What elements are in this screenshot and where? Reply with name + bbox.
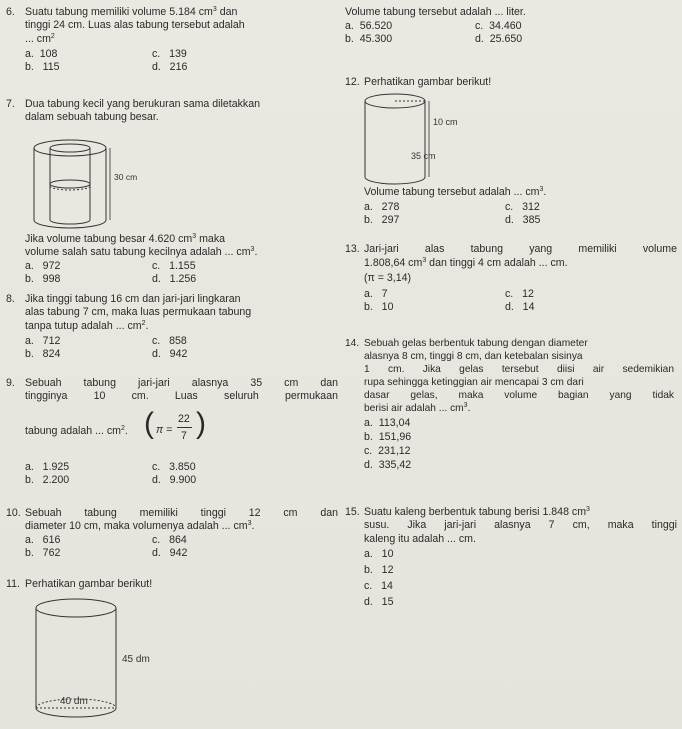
inner-top-ellipse-1 (50, 144, 90, 152)
option-a[interactable]: a. 712 (25, 335, 61, 347)
question-13: 13. Jari-jari alas tabung yang memiliki volume 1.808,64 $cm^3$ dan tinggi 4 cm adalah ... cm. (π = 3,14) a. 7 c. 12 b. 10 d. 14 (345, 243, 677, 313)
option-b[interactable]: b. 998 (25, 273, 61, 285)
option-a[interactable]: a. 1.925 (25, 461, 70, 473)
question-liter-answers: Volume tabung tersebut adalah ... liter. a. 56.520 c. 34.460 b. 45.300 d. 25.650 (345, 6, 526, 45)
height-label: 45 dm (122, 654, 150, 665)
option-d[interactable]: d. 15 (364, 596, 394, 608)
option-d[interactable]: d. 216 (152, 61, 188, 73)
fraction-bar (177, 427, 192, 428)
question-14: 14. Sebuah gelas berbentuk tabung dengan diameter alasnya 8 cm, tinggi 8 cm, dan ketebalan sisinya 1 cm. Jika gelas tersebut diisi air sedemikian rupa sehingga ketinggian air mencapai 3 cm dari dasar gelas, maka volume bagian yang tidak berisi air adalah ... $cm^3$. a. 113,04 b. 151,96 c. 231,12 d. 335,42 (345, 338, 674, 471)
question-number: 7. (6, 98, 15, 110)
inner-top-ellipse-2 (50, 180, 90, 188)
question-15: 15. Suatu kaleng berbentuk tabung berisi 1.848 $cm^3$ susu. Jika jari-jari alasnya 7 cm, maka tinggi kaleng itu adalah ... cm. a. 10 b. 12 c. 14 d. 15 (345, 506, 677, 608)
question-number: 11. (6, 578, 20, 590)
question-9: 9. Sebuah tabung jari-jari alasnya 35 cm dan tingginya 10 cm. Luas seluruh permukaan tabung adalah ... $cm^2$. ( π = 22 7 ) a. 1.925 c. 3.850 b. 2.200 d. 9.900 (6, 377, 338, 486)
option-a[interactable]: a. 616 (25, 534, 61, 546)
outer-top-ellipse (34, 140, 106, 156)
option-c[interactable]: c. 1.155 (152, 260, 196, 272)
option-d[interactable]: d. 942 (152, 547, 188, 559)
option-a[interactable]: a. 113,04 (364, 417, 411, 429)
question-8: 8. Jika tinggi tabung 16 cm dan jari-jari lingkaran alas tabung 7 cm, maka luas permukaan tabung tanpa tutup adalah ... $cm^2$. a. 712 c. 858 b. 824 d. 942 (6, 293, 252, 360)
question-10: 10. Sebuah tabung memiliki tinggi 12 cm dan diameter 10 cm, maka volumenya adalah ... $cm^3$. a. 616 c. 864 b. 762 d. 942 (6, 507, 338, 559)
option-b[interactable]: b. 2.200 (25, 474, 70, 486)
option-a[interactable]: a. 7 (364, 288, 388, 300)
option-d[interactable]: d. 1.256 (152, 273, 197, 285)
option-a[interactable]: a. 972 (25, 260, 61, 272)
question-11: 11. Perhatikan gambar berikut! 45 dm 40 dm (6, 578, 342, 729)
option-c[interactable]: c. 858 (152, 335, 187, 347)
question-number: 10. (6, 507, 21, 519)
option-c[interactable]: c. 12 (505, 288, 534, 300)
option-a[interactable]: a. 56.520 (345, 20, 393, 32)
question-number: 15. (345, 506, 360, 518)
q6-text: tinggi 24 cm. Luas alas tabung tersebut adalah (25, 19, 245, 31)
question-12: 12. Perhatikan gambar berikut! 10 cm 35 cm Volume tabung tersebut adalah ... $cm^3$. a. 278 c. 312 b. 297 d. 385 (345, 76, 547, 226)
top-label: 10 cm (433, 117, 458, 127)
question-number: 9. (6, 377, 15, 389)
option-a[interactable]: a. 108 (25, 48, 58, 60)
option-b[interactable]: b. 12 (364, 564, 394, 576)
option-b[interactable]: b. 10 (364, 301, 394, 313)
option-c[interactable]: c. 231,12 (364, 445, 411, 457)
option-b[interactable]: b. 45.300 (345, 33, 393, 45)
option-d[interactable]: d. 25.650 (475, 33, 523, 45)
option-b[interactable]: b. 297 (364, 214, 400, 226)
option-a[interactable]: a. 10 (364, 548, 394, 560)
q6-text: Suatu tabung memiliki volume 5.184 cm (25, 6, 213, 18)
option-d[interactable]: d. 14 (505, 301, 535, 313)
top-ellipse (36, 599, 116, 617)
option-d[interactable]: d. 942 (152, 348, 188, 360)
inner-bottom-arc (50, 220, 90, 224)
option-d[interactable]: d. 335,42 (364, 459, 412, 471)
bottom-arc (365, 177, 425, 184)
question-number: 14. (345, 338, 360, 349)
option-b[interactable]: b. 824 (25, 348, 61, 360)
cylinder-diagram-q11 (30, 596, 170, 729)
option-c[interactable]: c. 312 (505, 201, 540, 213)
option-b[interactable]: b. 151,96 (364, 431, 412, 443)
question-number: 12. (345, 76, 360, 88)
cylinder-diagram-q7 (30, 138, 140, 234)
question-6: 6. Suatu tabung memiliki volume 5.184 $cm^3$ dan tinggi 24 cm. Luas alas tabung tersebut adalah ... $cm^2$ a. 108 c. 139 b. 115 d. 216 (6, 6, 245, 73)
option-c[interactable]: c. 864 (152, 534, 187, 546)
option-d[interactable]: d. 385 (505, 214, 541, 226)
paren-left: ( (144, 407, 154, 440)
option-c[interactable]: c. 34.460 (475, 20, 522, 32)
option-a[interactable]: a. 278 (364, 201, 400, 213)
option-d[interactable]: d. 9.900 (152, 474, 197, 486)
question-number: 6. (6, 6, 15, 18)
height-label: 30 cm (114, 172, 138, 182)
height-label: 35 cm (411, 151, 436, 161)
cylinder-diagram-q12 (357, 91, 477, 189)
paren-right: ) (196, 407, 206, 440)
diameter-label: 40 dm (60, 696, 88, 707)
question-7: 7. Dua tabung kecil yang berukuran sama diletakkan dalam sebuah tabung besar. 30 cm Jika volume tabung besar 4.620 $cm^3$ maka volume salah satu tabung kecilnya adalah ... $cm^3$. a. 972 c. 1.155 b. 998 d. 1.256 (6, 98, 260, 285)
option-c[interactable]: c. 3.850 (152, 461, 196, 473)
option-b[interactable]: b. 762 (25, 547, 61, 559)
option-b[interactable]: b. 115 (25, 61, 60, 73)
bottom-arc-front (36, 708, 116, 717)
option-c[interactable]: c. 139 (152, 48, 187, 60)
question-number: 8. (6, 293, 15, 305)
option-c[interactable]: c. 14 (364, 580, 393, 592)
question-number: 13. (345, 243, 360, 255)
